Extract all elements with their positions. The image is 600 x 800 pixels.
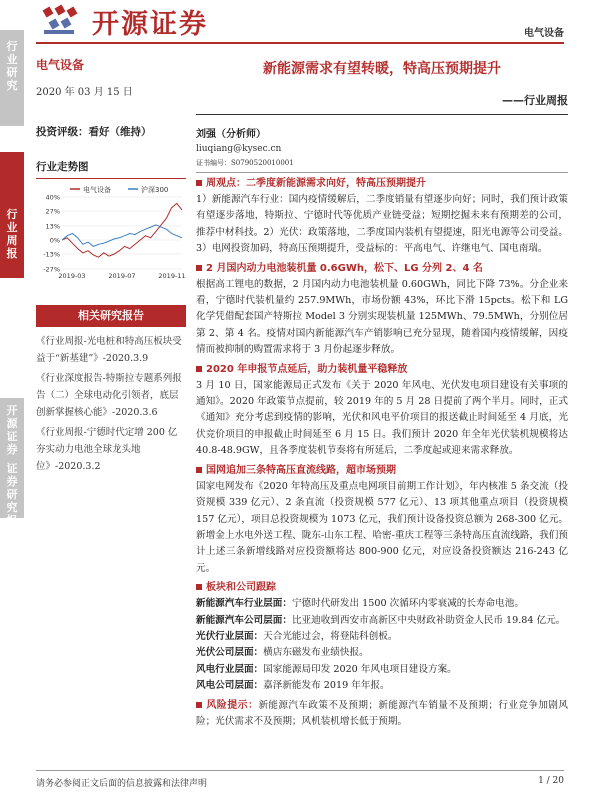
header-divider [36,42,564,44]
trend-chart-svg [36,183,186,283]
tracking-row: 光伏公司层面：横店东磁发布业绩快报。 [196,647,369,659]
x-tick-label: 2019-07 [108,272,136,280]
legend-label: 电气设备 [83,186,111,194]
logo-mark-icon [40,4,86,38]
bullet-icon [196,265,202,271]
section-battery [196,261,568,359]
tracking-row: 光伏行业层面：天合光能过会，将登陆科创板。 [196,630,398,642]
related-report-link[interactable]: 《行业周报-光电桩和特高压板块受益于“新基建”》-2020.3.9 [36,336,182,364]
industry-name: 电气设备 [36,58,85,72]
trend-divider [36,178,186,179]
section-weekly-view [196,176,568,258]
report-title: 新能源需求有望转暖，特高压预期提升 [263,61,501,77]
bullet-icon [196,467,202,473]
bullet-icon [196,180,202,186]
band-weekly-report: 行 业 周 报 [0,152,24,278]
title-divider [196,114,568,115]
related-report-link[interactable]: 《行业深度报告-特斯拉专题系列报告（二）全球电动化引领者，底层创新掌握核心能》-2020.3.6 [36,373,182,418]
analyst-name: 刘强（分析师） [196,129,266,140]
series-line [62,225,182,247]
header-category: 电气设备 [524,28,564,39]
trend-chart [36,183,186,283]
investment-rating [36,124,186,139]
analyst-divider [196,172,568,173]
section-body: 根据高工锂电的数据，2 月国内动力电池装机量 0.60GWh，同比下降 73%。分企业来看，宁德时代装机量约 257.9MWh，市场份额 43%，环比下滑 15pcts。松下和 LG 化学凭借配套国产特斯拉 Model 3 分别实现装机量 125MWh、79.5MWh，分别位居第 2、第 4 名。疫情对国内新能源汽车产销影响已充分显现，随着国内疫情缓解，因疫情而被抑制的购置需求将于 3 月份起逐步释放。 [196,278,568,356]
y-tick-label: 40% [45,193,60,202]
section-heading: 2 月国内动力电池装机量 0.6GWh，松下、LG 分列 2、4 名 [196,261,568,277]
report-subtitle: ——行业周报 [502,94,568,107]
tracking-row: 风电公司层面：嘉泽新能发布 2019 年年报。 [196,680,390,692]
band-securities-report: 开 源 证 券 证 券 研 究 报 告 [0,398,24,518]
related-report-link[interactable]: 《行业周报-宁德时代定增 200 亿夯实动力电池全球龙头地位》-2020.3.2 [36,427,178,472]
related-reports-header: 相关研究报告 [36,305,186,327]
report-date: 2020 年 03 月 15 日 [36,87,133,98]
tracking-row: 风电行业层面：国家能源局印发 2020 年风电项目建设方案。 [196,663,457,675]
tracking-row: 新能源汽车行业层面：宁德时代研发出 1500 次循环内零衰减的长寿命电池。 [196,598,524,610]
section-tracking [196,580,568,694]
logo-text: 开源证券 [92,8,208,40]
bullet-icon [196,366,202,372]
analyst-email[interactable]: liuqiang@kysec.cn [196,144,282,154]
series-line [62,203,182,257]
legend-label: 沪深300 [141,186,169,194]
main-content [196,52,568,730]
analyst-block [196,125,568,173]
rating-label: 投资评级： [36,126,89,138]
page-number: 1 / 20 [538,776,564,786]
y-tick-label: -13% [43,250,60,259]
section-body: 国家电网发布《2020 年特高压及重点电网项目前期工作计划》，年内核准 5 条交流（投资规模 339 亿元）、2 条直流（投资规模 577 亿元）、13 项其他重点项目（投资规模 157 亿元），项目总投资规模为 1073 亿元，我们预计设备投资总额为 268-300 亿元。新增金上水电外送工程、陇东-山东工程、哈密-重庆工程等三条特高压直流线路，我们预计上述三条新增线路对应投资额将达 800-900 亿元，对应设备投资额达 216-243 亿元。 [196,480,568,574]
band-industry-research: 行 业 研 究 [0,30,24,126]
analyst-cert: 证书编号：S0790520010001 [196,159,294,167]
x-tick-label: 2019-03 [58,272,86,280]
y-tick-label: 27% [45,207,60,216]
section-heading: 2020 年申报节点延后，助力装机量平稳释放 [196,362,568,378]
section-body: 3 月 10 日，国家能源局正式发布《关于 2020 年风电、光伏发电项目建设有关事项的通知》。2020 年政策节点提前，较 2019 年的 5 月 28 日提前了两个半月。同时，正式《通知》充分考虑到疫情的影响，光伏和风电平价项目的报送截止时间延至 4 月底，光伏竞价项目的申报截止时间延至 6 月 15 日。我们预计 2020 年全年光伏装机规模将达 40.8-48.9GW，且各季度装机节奏将有所延后，二季度起或迎来需求释放。 [196,379,568,457]
risk-text: 风险提示：新能源汽车政策不及预期；新能源汽车销量不及预期；行业竞争加剧风险；光伏需求不及预期；风机装机增长低于预期。 [196,699,569,727]
related-reports-list [36,333,186,475]
section-uhv [196,463,568,577]
rating-value: 看好（维持） [88,126,152,138]
footer-divider [36,770,564,771]
brand-logo [40,2,240,40]
section-risk [196,698,568,731]
section-heading: 国网追加三条特高压直流线路，超市场预期 [196,463,568,479]
tracking-row: 新能源汽车公司层面：比亚迪收到西安市高新区中央财政补助资金人民币 19.84 亿元。 [196,614,566,626]
section-heading: 周观点：二季度新能源需求向好，特高压预期提升 [196,176,568,192]
bullet-icon [196,702,202,708]
bullet-icon [196,584,202,590]
y-tick-label: -27% [43,265,60,274]
y-tick-label: 0% [49,236,60,245]
sidebar [36,50,186,478]
section-pv-policy [196,362,568,460]
trend-chart-title: 行业走势图 [36,161,89,173]
x-tick-label: 2019-11 [158,272,186,280]
y-tick-label: 13% [45,222,60,231]
section-body: 1）新能源汽车行业：国内疫情缓解后，二季度销量有望逐步向好；同时，我们预计政策有望逐步落地，特斯拉、宁德时代等优质产业链受益；短期挖掘未来有预期差的公司，推荐中材科技。2）光伏：政策落地，二季度国内装机有望提速，阳光电源等公司受益。3）电网投资加码，特高压预期提升，受益标的：平高电气、许继电气、国电南瑞。 [196,194,568,255]
footer-disclaimer: 请务必参阅正文后面的信息披露和法律声明 [36,779,208,789]
section-heading: 板块和公司跟踪 [196,580,568,596]
